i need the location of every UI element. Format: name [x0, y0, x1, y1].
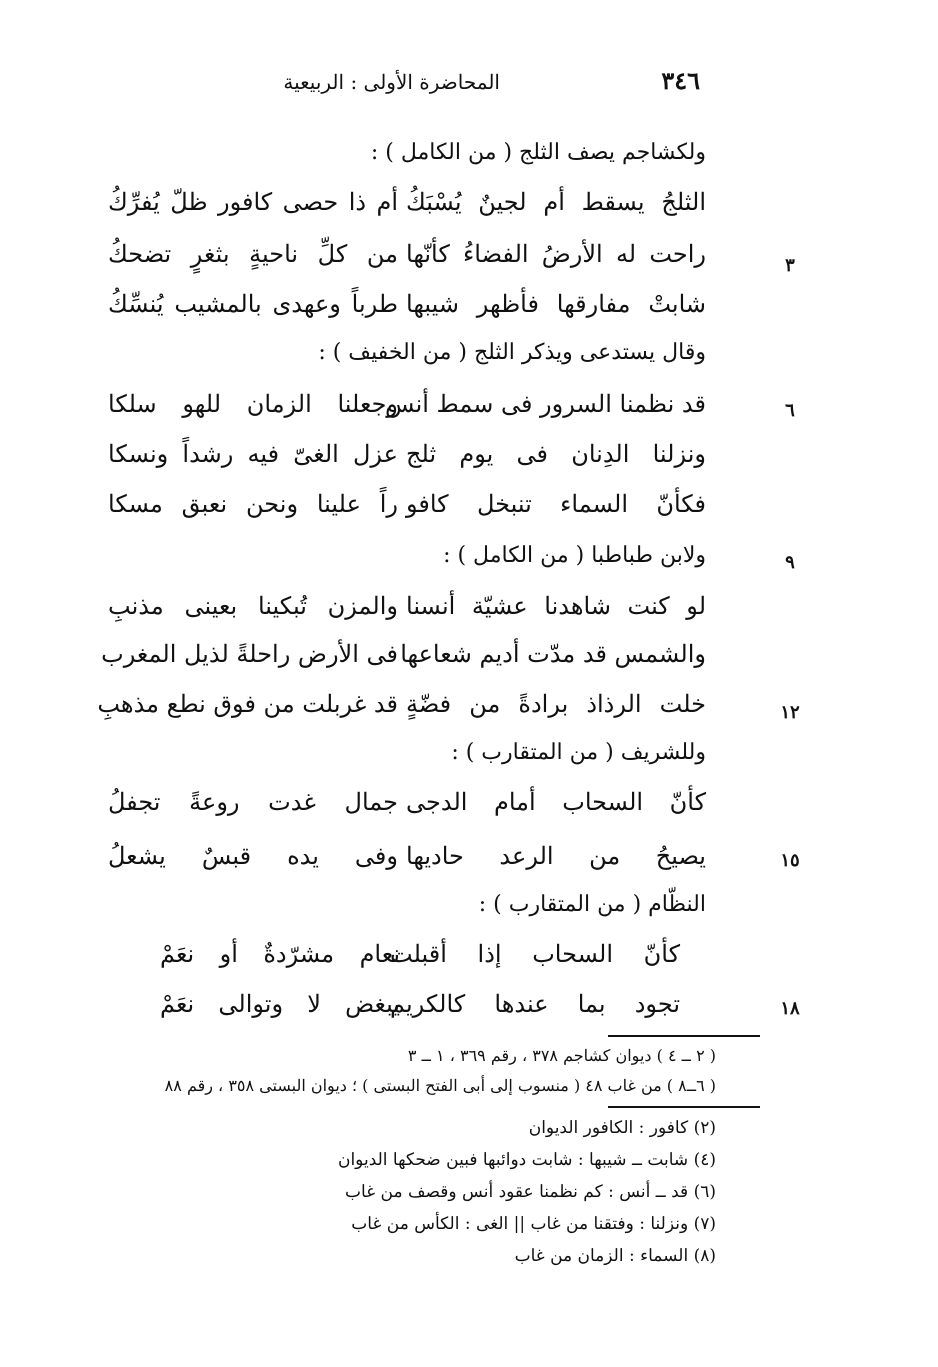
verse-4-right: قد نظمنا السرور فى سمط أنس [384, 390, 706, 418]
verse-8-right: والشمس قد مدّت أديم شعاعها [400, 640, 706, 668]
verse-5-right: ونزلنا الدِنان فى يوم ثلج [406, 440, 706, 468]
verse-3-right: شابتْ مفارقها فأظهر شيبها [406, 290, 706, 318]
verse-7-left: والمزن تُبكينا بعينى مذنبِ [108, 592, 398, 620]
verse-5-left: عزل الغىّ فيه رشداً ونسكا [108, 440, 398, 468]
line-number: ٣ [785, 255, 795, 276]
footnote-rule-top [608, 1035, 760, 1037]
page-number: ٣٤٦ [661, 66, 700, 95]
verse-12-right: كأنّ السحاب إذا أقبلت [390, 940, 680, 968]
intro-nazzam: النظّام ( من المتقارب ) : [478, 892, 706, 917]
footnote: (٧) ونزلنا : وفتقنا من غاب || الغى : الكأس من غاب [351, 1214, 716, 1234]
footnote: (٨) السماء : الزمان من غاب [514, 1246, 716, 1266]
footnote-rule-bottom [608, 1106, 760, 1108]
line-number: ١٨ [780, 998, 800, 1019]
intro-sharif: وللشريف ( من المتقارب ) : [451, 740, 706, 765]
verse-10-right: كأنّ السحاب أمام الدجى [406, 788, 706, 816]
verse-1-right: الثلجُ يسقط أم لجينٌ يُسْبَكُ [406, 188, 706, 216]
line-number: ٩ [785, 552, 795, 573]
verse-10-left: جمال غدت روعةً تجفلُ [108, 788, 398, 816]
line-number: ١٥ [780, 850, 800, 871]
verse-3-left: طرباً وعهدى بالمشيب يُنسِّكُ [108, 290, 398, 318]
verse-4-left: وجعلنا الزمان للهو سلكا [108, 390, 398, 418]
intro-kushajim: ولكشاجم يصف الثلج ( من الكامل ) : [370, 140, 706, 165]
verse-6-left: راً علينا ونحن نعبق مسكا [108, 490, 398, 518]
footnote: (٦) قد ــ أنس : كم نظمنا عقود أنس وقصف من غاب [345, 1182, 716, 1202]
footnote: (٤) شابت ــ شيبها : شابت دوائبها فبين ضحكها الديوان [337, 1150, 716, 1170]
source-note: ( ٦ــ٨ ) من غاب ٤٨ ( منسوب إلى أبى الفتح البستى ) ؛ ديوان البستى ٣٥٨ ، رقم ٨٨ [164, 1076, 716, 1095]
verse-9-right: خلت الرذاذ برادةً من فضّةٍ [406, 690, 706, 718]
intro-ibn-tabataba: ولابن طباطبا ( من الكامل ) : [443, 543, 706, 568]
verse-12-left: نعام مشرّدةٌ أو نعَمْ [160, 940, 400, 968]
verse-8-left: فى الأرض راحلةً لذيل المغرب [101, 640, 398, 668]
source-note: ( ٢ ــ ٤ ) ديوان كشاجم ٣٧٨ ، رقم ٣٦٩ ، ١ ــ ٣ [407, 1046, 716, 1065]
running-title: المحاضرة الأولى : الربيعية [283, 70, 500, 94]
verse-11-right: يصيحُ من الرعد حاديها [406, 842, 706, 870]
line-number: ٦ [785, 400, 795, 421]
intro-qala: وقال يستدعى ويذكر الثلج ( من الخفيف ) : [318, 340, 706, 365]
verse-2-left: من كلِّ ناحيةٍ بثغرٍ تضحكُ [108, 240, 398, 268]
verse-11-left: وفى يده قبسٌ يشعلُ [108, 842, 398, 870]
verse-9-left: قد غربلت من فوق نطع مذهبِ [97, 690, 398, 718]
verse-2-right: راحت له الأرضُ الفضاءُ كأنّها [406, 240, 706, 268]
page-header [283, 66, 700, 106]
verse-13-left: يبغض لا وتوالى نعَمْ [160, 990, 400, 1018]
verse-6-right: فكأنّ السماء تنبخل كافو [406, 490, 706, 518]
verse-1-left: أم ذا حصى كافور ظلّ يُفرِّكُ [108, 188, 398, 216]
footnote: (٢) كافور : الكافور الديوان [528, 1118, 716, 1138]
verse-13-right: تجود بما عندها كالكريم [390, 990, 680, 1018]
verse-7-right: لو كنت شاهدنا عشيّة أنسنا [406, 592, 706, 620]
line-number: ١٢ [780, 702, 800, 723]
